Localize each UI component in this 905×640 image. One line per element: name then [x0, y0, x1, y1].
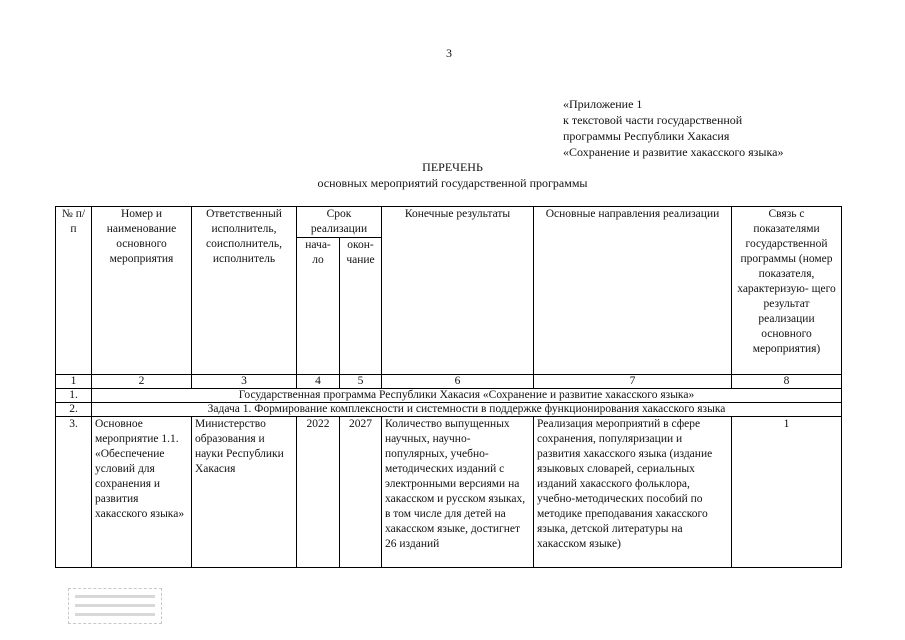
col-number: 5 — [340, 375, 382, 389]
appendix-line: программы Республики Хакасия — [563, 129, 730, 143]
activity-results: Количество выпущенных научных, научно-популярных, учебно-методических изданий с электронными версиями на хакасском и русском языках, в том числе для детей на хакасском языке, достигнет 26 изданий — [382, 417, 534, 568]
col-number: 6 — [382, 375, 534, 389]
appendix-note — [563, 96, 783, 160]
activity-end: 2027 — [340, 417, 382, 568]
col-number: 8 — [732, 375, 842, 389]
header-term: Срок реализации — [297, 207, 382, 238]
faded-stamp — [68, 588, 162, 624]
col-number: 3 — [192, 375, 297, 389]
header-results: Конечные результаты — [382, 207, 534, 375]
column-numbers-row — [56, 375, 842, 389]
table-row — [56, 389, 842, 403]
col-number: 2 — [92, 375, 192, 389]
document-title: ПЕРЕЧЕНЬ — [422, 160, 483, 174]
activity-start: 2022 — [297, 417, 340, 568]
header-directions: Основные направления реализации — [534, 207, 732, 375]
page-number: 3 — [446, 46, 452, 60]
table-header-row — [56, 207, 842, 238]
table-row — [56, 417, 842, 568]
activity-name: Основное мероприятие 1.1. «Обеспечение условий для сохранения и развития хакасского языка» — [92, 417, 192, 568]
appendix-line: «Сохранение и развитие хакасского языка» — [563, 145, 784, 159]
task-cell: Задача 1. Формирование комплексности и системности в поддержке функционирования хакасского языка — [92, 403, 842, 417]
row-num: 1. — [56, 389, 92, 403]
activity-responsible: Министерство образования и науки Республики Хакасия — [192, 417, 297, 568]
header-end: окон- чание — [340, 238, 382, 375]
col-number: 7 — [534, 375, 732, 389]
row-num: 2. — [56, 403, 92, 417]
header-start: нача- ло — [297, 238, 340, 375]
col-number: 4 — [297, 375, 340, 389]
header-name: Номер и наименование основного мероприятия — [92, 207, 192, 375]
header-num: № п/п — [56, 207, 92, 375]
header-responsible: Ответственный исполнитель, соисполнитель, исполнитель — [192, 207, 297, 375]
document-subtitle: основных мероприятий государственной программы — [317, 176, 588, 190]
program-title-cell: Государственная программа Республики Хакасия «Сохранение и развитие хакасского языка» — [92, 389, 842, 403]
activities-table — [55, 206, 842, 568]
appendix-line: к текстовой части государственной — [563, 113, 743, 127]
activity-directions: Реализация мероприятий в сфере сохранения, популяризации и развития хакасского языка (издание языковых словарей, сериальных изданий хакасского фольклора, учебно-методических пособий по методике преподавания хакасского языка, детской литературы на хакасском языке) — [534, 417, 732, 568]
table-row — [56, 403, 842, 417]
activity-link: 1 — [732, 417, 842, 568]
row-num: 3. — [56, 417, 92, 568]
appendix-line: «Приложение 1 — [563, 97, 643, 111]
col-number: 1 — [56, 375, 92, 389]
header-link: Связь с показателями государственной программы (номер показателя, характеризую- щего результат реализации основного мероприятия) — [732, 207, 842, 375]
